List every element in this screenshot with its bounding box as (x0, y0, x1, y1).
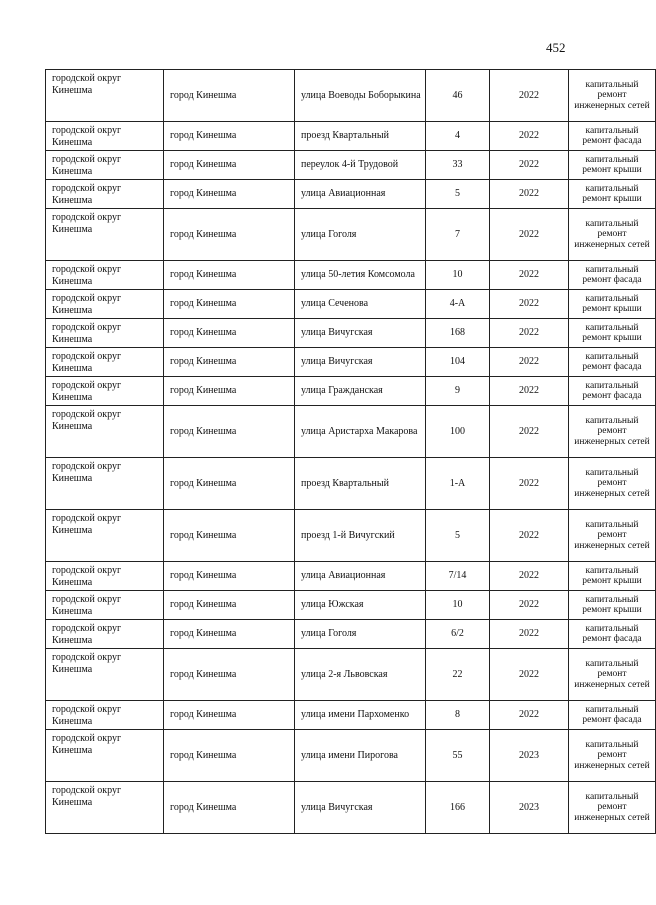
work-type-cell: капитальный ремонт инженерных сетей (569, 458, 656, 510)
house-number-cell: 100 (426, 406, 490, 458)
table-row (46, 649, 656, 701)
year-cell: 2023 (490, 730, 569, 782)
year-cell: 2022 (490, 510, 569, 562)
table-row (46, 151, 656, 180)
street-cell: улица Авиационная (295, 180, 426, 209)
year-cell: 2022 (490, 406, 569, 458)
table-row (46, 377, 656, 406)
work-type-cell: капитальный ремонт крыши (569, 319, 656, 348)
district-cell: городской округ Кинешма (46, 122, 164, 151)
year-cell: 2022 (490, 319, 569, 348)
street-cell: улица Гоголя (295, 209, 426, 261)
house-number-cell: 7 (426, 209, 490, 261)
table-row (46, 209, 656, 261)
house-number-cell: 166 (426, 782, 490, 834)
city-cell: город Кинешма (164, 122, 295, 151)
district-cell: городской округ Кинешма (46, 701, 164, 730)
district-cell: городской округ Кинешма (46, 649, 164, 701)
year-cell: 2022 (490, 348, 569, 377)
year-cell: 2022 (490, 261, 569, 290)
city-cell: город Кинешма (164, 70, 295, 122)
street-cell: улица Аристарха Макарова (295, 406, 426, 458)
work-type-cell: капитальный ремонт инженерных сетей (569, 730, 656, 782)
year-cell: 2022 (490, 591, 569, 620)
year-cell: 2022 (490, 180, 569, 209)
work-type-cell: капитальный ремонт фасада (569, 377, 656, 406)
house-number-cell: 22 (426, 649, 490, 701)
year-cell: 2022 (490, 458, 569, 510)
work-type-cell: капитальный ремонт инженерных сетей (569, 209, 656, 261)
table-row (46, 319, 656, 348)
house-number-cell: 4 (426, 122, 490, 151)
house-number-cell: 5 (426, 510, 490, 562)
district-cell: городской округ Кинешма (46, 209, 164, 261)
street-cell: улица имени Пархоменко (295, 701, 426, 730)
year-cell: 2023 (490, 782, 569, 834)
district-cell: городской округ Кинешма (46, 319, 164, 348)
page-number: 452 (546, 40, 566, 55)
city-cell: город Кинешма (164, 510, 295, 562)
city-cell: город Кинешма (164, 730, 295, 782)
city-cell: город Кинешма (164, 406, 295, 458)
house-number-cell: 10 (426, 261, 490, 290)
city-cell: город Кинешма (164, 290, 295, 319)
city-cell: город Кинешма (164, 180, 295, 209)
year-cell: 2022 (490, 562, 569, 591)
year-cell: 2022 (490, 122, 569, 151)
city-cell: город Кинешма (164, 782, 295, 834)
work-type-cell: капитальный ремонт крыши (569, 562, 656, 591)
house-number-cell: 33 (426, 151, 490, 180)
district-cell: городской округ Кинешма (46, 261, 164, 290)
house-number-cell: 1-А (426, 458, 490, 510)
work-type-cell: капитальный ремонт фасада (569, 122, 656, 151)
work-type-cell: капитальный ремонт крыши (569, 180, 656, 209)
house-number-cell: 6/2 (426, 620, 490, 649)
table-row (46, 591, 656, 620)
house-number-cell: 46 (426, 70, 490, 122)
table-row (46, 122, 656, 151)
table-row (46, 261, 656, 290)
table-row (46, 180, 656, 209)
work-type-cell: капитальный ремонт фасада (569, 261, 656, 290)
work-type-cell: капитальный ремонт инженерных сетей (569, 70, 656, 122)
district-cell: городской округ Кинешма (46, 782, 164, 834)
work-type-cell: капитальный ремонт фасада (569, 701, 656, 730)
district-cell: городской округ Кинешма (46, 591, 164, 620)
table-row (46, 70, 656, 122)
work-type-cell: капитальный ремонт крыши (569, 591, 656, 620)
table-row (46, 510, 656, 562)
table-row (46, 620, 656, 649)
city-cell: город Кинешма (164, 701, 295, 730)
district-cell: городской округ Кинешма (46, 458, 164, 510)
district-cell: городской округ Кинешма (46, 151, 164, 180)
district-cell: городской округ Кинешма (46, 562, 164, 591)
table-body (46, 70, 656, 834)
table-row (46, 701, 656, 730)
house-number-cell: 55 (426, 730, 490, 782)
work-type-cell: капитальный ремонт фасада (569, 620, 656, 649)
work-type-cell: капитальный ремонт инженерных сетей (569, 649, 656, 701)
city-cell: город Кинешма (164, 319, 295, 348)
work-type-cell: капитальный ремонт крыши (569, 151, 656, 180)
street-cell: улица Гоголя (295, 620, 426, 649)
work-type-cell: капитальный ремонт фасада (569, 348, 656, 377)
table-row (46, 730, 656, 782)
city-cell: город Кинешма (164, 458, 295, 510)
district-cell: городской округ Кинешма (46, 406, 164, 458)
city-cell: город Кинешма (164, 348, 295, 377)
house-number-cell: 168 (426, 319, 490, 348)
street-cell: улица Гражданская (295, 377, 426, 406)
repair-schedule-table (45, 69, 656, 834)
street-cell: улица Воеводы Боборыкина (295, 70, 426, 122)
table-row (46, 348, 656, 377)
house-number-cell: 7/14 (426, 562, 490, 591)
year-cell: 2022 (490, 377, 569, 406)
work-type-cell: капитальный ремонт инженерных сетей (569, 782, 656, 834)
house-number-cell: 5 (426, 180, 490, 209)
district-cell: городской округ Кинешма (46, 620, 164, 649)
year-cell: 2022 (490, 701, 569, 730)
street-cell: улица Южская (295, 591, 426, 620)
city-cell: город Кинешма (164, 620, 295, 649)
street-cell: улица Авиационная (295, 562, 426, 591)
year-cell: 2022 (490, 649, 569, 701)
city-cell: город Кинешма (164, 591, 295, 620)
table-row (46, 782, 656, 834)
city-cell: город Кинешма (164, 562, 295, 591)
house-number-cell: 104 (426, 348, 490, 377)
work-type-cell: капитальный ремонт крыши (569, 290, 656, 319)
street-cell: улица 50-летия Комсомола (295, 261, 426, 290)
street-cell: улица имени Пирогова (295, 730, 426, 782)
street-cell: улица 2-я Львовская (295, 649, 426, 701)
street-cell: улица Вичугская (295, 319, 426, 348)
year-cell: 2022 (490, 620, 569, 649)
work-type-cell: капитальный ремонт инженерных сетей (569, 406, 656, 458)
district-cell: городской округ Кинешма (46, 730, 164, 782)
year-cell: 2022 (490, 151, 569, 180)
district-cell: городской округ Кинешма (46, 70, 164, 122)
table-row (46, 290, 656, 319)
table-row (46, 406, 656, 458)
district-cell: городской округ Кинешма (46, 180, 164, 209)
year-cell: 2022 (490, 290, 569, 319)
city-cell: город Кинешма (164, 649, 295, 701)
city-cell: город Кинешма (164, 151, 295, 180)
street-cell: улица Сеченова (295, 290, 426, 319)
house-number-cell: 8 (426, 701, 490, 730)
street-cell: проезд 1-й Вичугский (295, 510, 426, 562)
year-cell: 2022 (490, 70, 569, 122)
table-row (46, 458, 656, 510)
street-cell: проезд Квартальный (295, 122, 426, 151)
street-cell: улица Вичугская (295, 348, 426, 377)
street-cell: проезд Квартальный (295, 458, 426, 510)
street-cell: улица Вичугская (295, 782, 426, 834)
city-cell: город Кинешма (164, 377, 295, 406)
house-number-cell: 4-А (426, 290, 490, 319)
year-cell: 2022 (490, 209, 569, 261)
district-cell: городской округ Кинешма (46, 510, 164, 562)
city-cell: город Кинешма (164, 209, 295, 261)
house-number-cell: 9 (426, 377, 490, 406)
district-cell: городской округ Кинешма (46, 377, 164, 406)
street-cell: переулок 4-й Трудовой (295, 151, 426, 180)
district-cell: городской округ Кинешма (46, 290, 164, 319)
table-row (46, 562, 656, 591)
city-cell: город Кинешма (164, 261, 295, 290)
work-type-cell: капитальный ремонт инженерных сетей (569, 510, 656, 562)
district-cell: городской округ Кинешма (46, 348, 164, 377)
house-number-cell: 10 (426, 591, 490, 620)
